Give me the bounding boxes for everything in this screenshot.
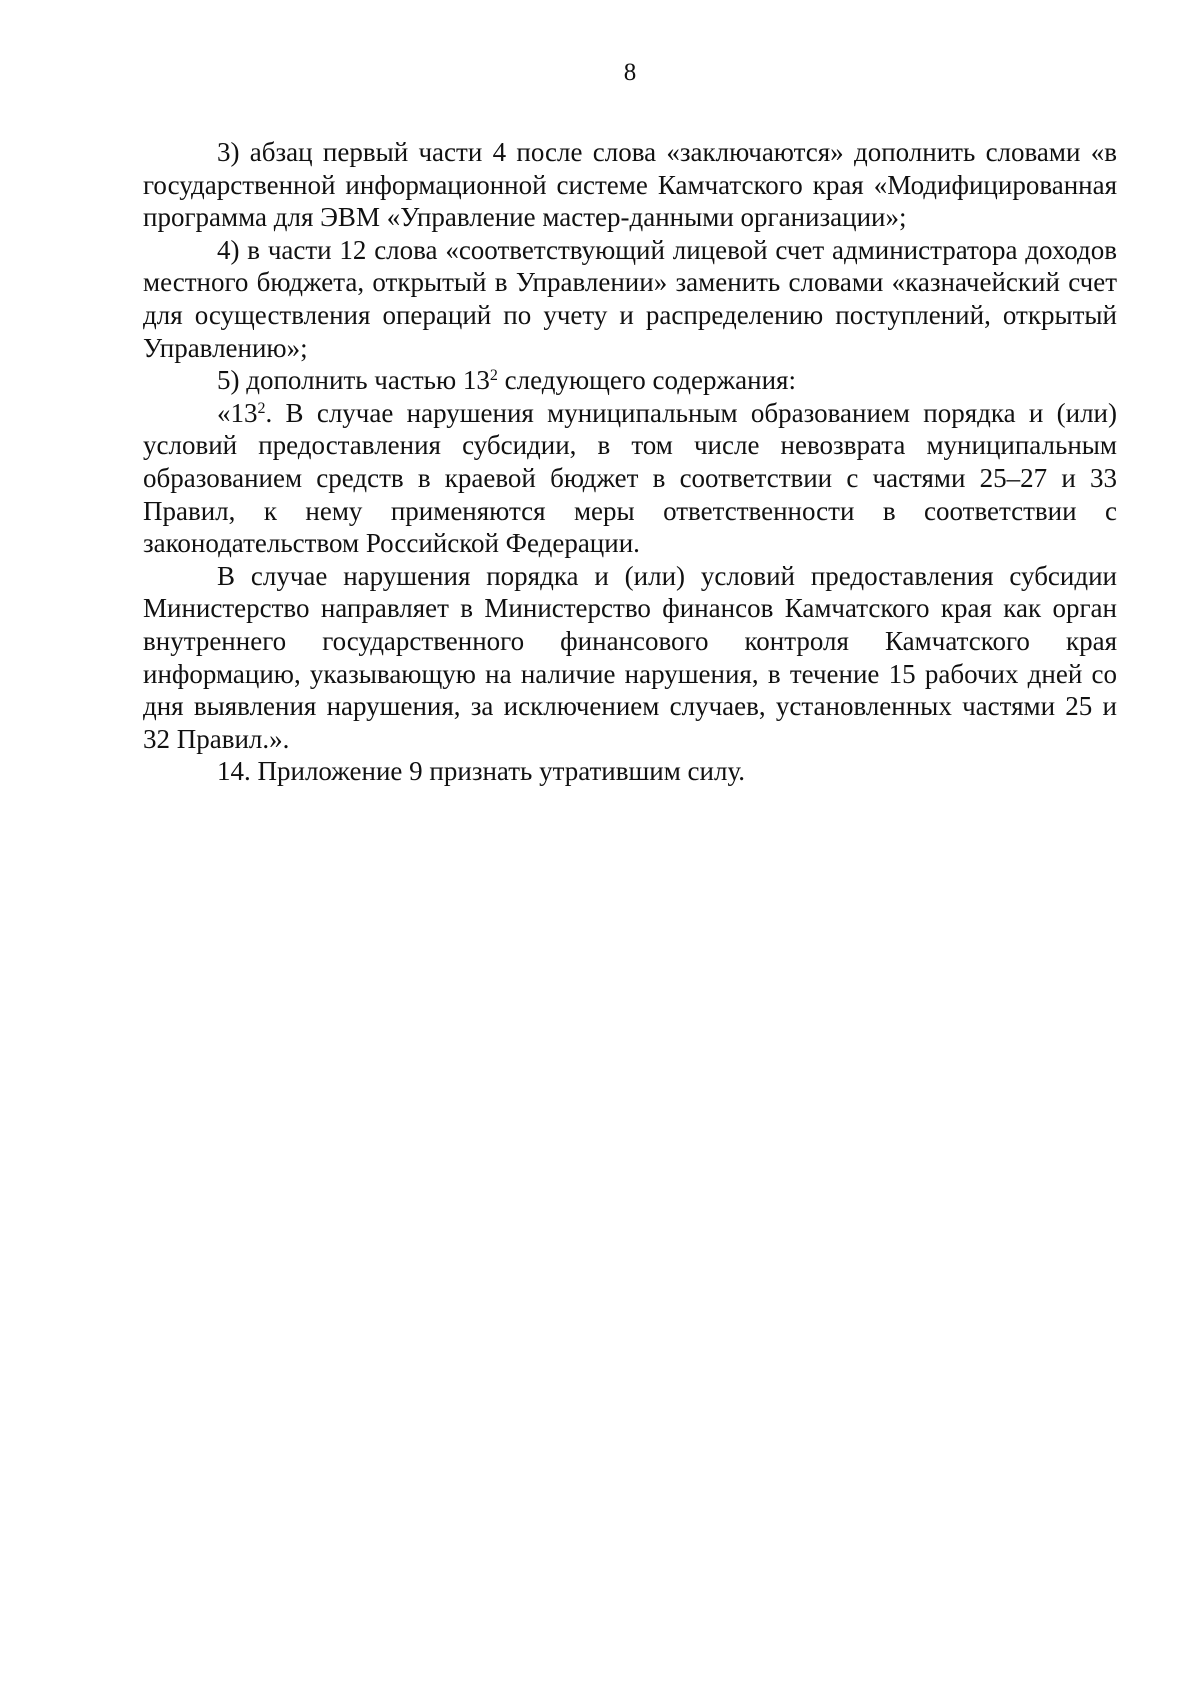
paragraph-item-5 xyxy=(143,364,1117,397)
document-body xyxy=(143,136,1117,788)
paragraph-text: следующего содержания: xyxy=(497,365,796,396)
paragraph-part-13-2 xyxy=(143,397,1117,560)
paragraph-item-3: 3) абзац первый части 4 после слова «заключаются» дополнить словами «в государственной информационной системе Камчатского края «Модифицированная программа для ЭВМ «Управление мастер-данными организации»; xyxy=(143,137,1117,233)
page-number: 8 xyxy=(623,59,637,86)
paragraph-text: 5) дополнить частью 13 xyxy=(217,365,490,396)
paragraph-item-14: 14. Приложение 9 признать утратившим силу. xyxy=(217,756,746,787)
superscript: 2 xyxy=(257,399,266,417)
paragraph-text: . В случае нарушения муниципальным образованием порядка и (или) условий предоставления субсидии, в том числе невозврата муниципальным образованием средств в краевой бюджет в соответствии с частями 25–27 и 33 Правил, к нему применяются меры ответственности в соответствии с законодательством Российской Федерации. xyxy=(143,397,1117,559)
paragraph-text: «13 xyxy=(217,397,258,428)
superscript: 2 xyxy=(489,367,498,385)
paragraph-violation-notice: В случае нарушения порядка и (или) условий предоставления субсидии Министерство направляет в Министерство финансов Камчатского края как орган внутреннего государственного финансового контроля Камчатского края информацию, указывающую на наличие нарушения, в течение 15 рабочих дней со дня выявления нарушения, за исключением случаев, установленных частями 25 и 32 Правил.». xyxy=(143,560,1117,754)
paragraph-item-4: 4) в части 12 слова «соответствующий лицевой счет администратора доходов местного бюджета, открытый в Управлении» заменить словами «казначейский счет для осуществления операций по учету и распределению поступлений, открытый Управлению»; xyxy=(143,234,1117,363)
